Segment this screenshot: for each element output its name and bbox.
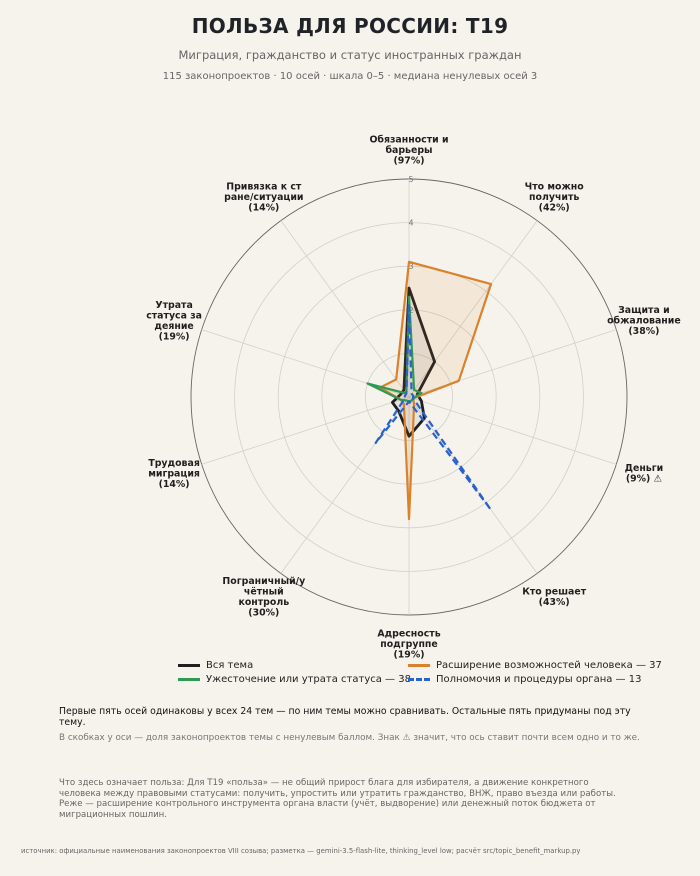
benefit-note: Что здесь означает польза: Для Т19 «польза» — не общий прирост блага для избирателя, а движение конкретного человека между правовыми статусами: получить, упростить или утратить гражданство, ВНЖ, право въезда или работы. Реже — расширение контрольного инструмента органа власти (учёт, выдворение) или денежный поток бюджета от миграционных пошлин. <box>59 778 616 820</box>
legend-label-all: Вся тема <box>206 660 254 671</box>
source-note: источник: официальные наименования законопроектов VIII созыва; разметка — gemini-3.5-flash-lite, thinking_level low; расчёт src/topic_benefit_markup.py <box>21 847 581 855</box>
axis-label-0: Обязанности и барьеры (97%) <box>369 134 449 167</box>
axis-spoke <box>281 221 409 397</box>
legend-label-expansion: Расширение возможностей человека — 37 <box>436 660 662 671</box>
tick-label: 2 <box>408 305 414 315</box>
chart-title: ПОЛЬЗА ДЛЯ РОССИИ: Т19 <box>191 14 509 38</box>
legend-swatch-all <box>178 664 200 667</box>
axis-label-9: Привязка к ст ране/ситуации (14%) <box>224 181 304 214</box>
axis-spoke <box>281 397 409 573</box>
tick-label: 1 <box>408 349 414 359</box>
tick-label: 5 <box>408 175 414 184</box>
radar-series <box>368 262 492 519</box>
legend-label-tightening: Ужесточение или утрата статуса — 38 <box>206 674 411 685</box>
axis-label-5: Адресность подгруппе (19%) <box>377 628 441 661</box>
axis-label-6: Пограничный/у чётный контроль (30%) <box>222 576 306 619</box>
axes-note: Первые пять осей одинаковы у всех 24 тем — по ним темы можно сравнивать. Остальные пять придуманы под эту тему. <box>59 706 631 728</box>
axis-label-8: Утрата статуса за деяние (19%) <box>146 299 202 343</box>
axis-label-2: Защита и обжалование (38%) <box>607 305 681 338</box>
axis-spoke <box>409 397 616 464</box>
chart-subtitle: Миграция, гражданство и статус иностранных граждан <box>178 48 522 62</box>
legend-swatch-expansion <box>408 664 430 667</box>
legend-label-authority: Полномочия и процедуры органа — 13 <box>436 674 642 685</box>
brackets-note: В скобках у оси — доля законопроектов темы с ненулевым баллом. Знак ⚠ значит, что ось ставит почти всем одно и то же. <box>59 733 640 743</box>
axis-label-4: Кто решает (43%) <box>522 586 587 609</box>
legend-item-tightening <box>178 674 411 685</box>
chart-meta: 115 законопроектов · 10 осей · шкала 0–5 · медиана ненулевых осей 3 <box>162 71 538 82</box>
legend-swatch-tightening <box>178 678 200 681</box>
axis-label-7: Трудовая миграция (14%) <box>148 457 200 490</box>
legend-swatch-authority <box>408 678 430 681</box>
axis-label-3: Деньги (9%) ⚠ <box>624 463 664 485</box>
axis-label-1: Что можно получить (42%) <box>524 181 584 214</box>
tick-label: 3 <box>408 262 414 272</box>
legend-item-authority <box>408 674 641 685</box>
legend-item-all <box>178 660 253 671</box>
axis-spoke <box>202 397 409 464</box>
legend-item-expansion <box>408 660 662 671</box>
tick-label: 4 <box>408 218 414 228</box>
